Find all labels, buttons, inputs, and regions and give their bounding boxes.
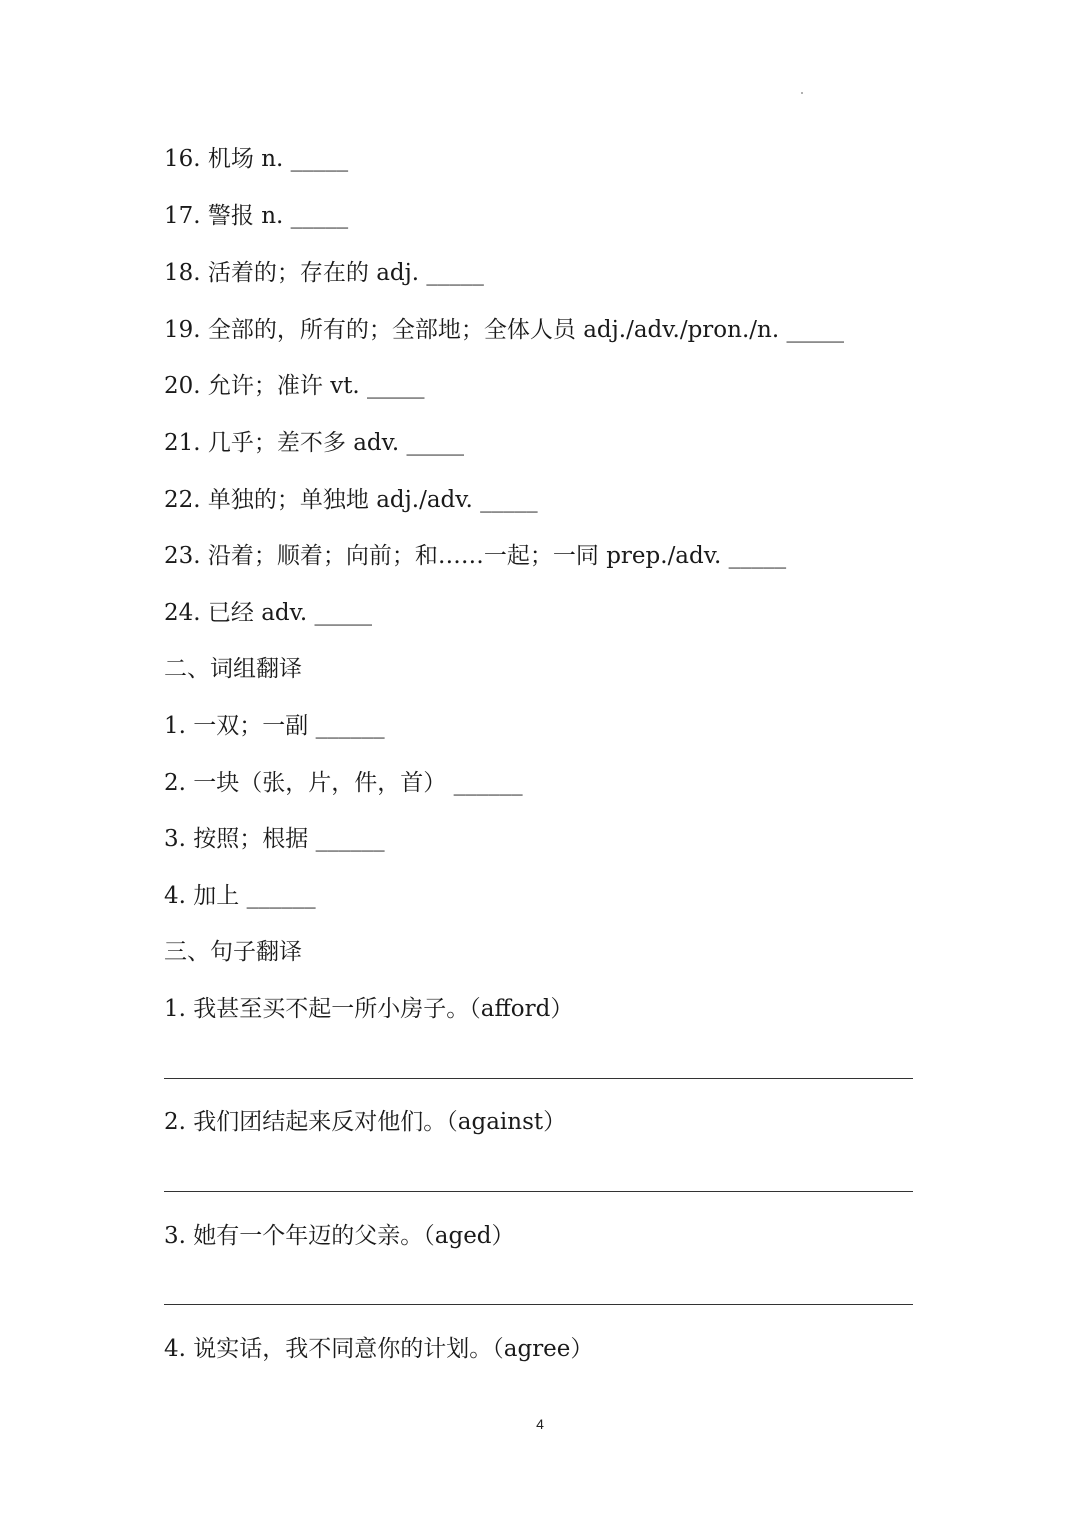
- vocab-item-17: 17. 警报 n. _____: [164, 203, 349, 229]
- sentence-item-3: 3. 她有一个年迈的父亲。（aged）: [164, 1223, 515, 1249]
- vocab-item-22: 22. 单独的；单独地 adj./adv. _____: [164, 487, 538, 513]
- vocab-item-18: 18. 活着的；存在的 adj. _____: [164, 260, 484, 286]
- vocab-item-21: 21. 几乎；差不多 adv. _____: [164, 430, 465, 456]
- phrase-item-1: 1. 一双；一副 ______: [164, 713, 385, 739]
- section-heading-phrases: 二、词组翻译: [164, 656, 302, 682]
- vocab-item-20: 20. 允许；准许 vt. _____: [164, 373, 425, 399]
- vocab-item-23: 23. 沿着；顺着；向前；和……一起；一同 prep./adv. _____: [164, 543, 787, 569]
- answer-line-2[interactable]: [164, 1191, 913, 1192]
- page-number: 4: [536, 1416, 544, 1432]
- vocab-item-16: 16. 机场 n. _____: [164, 146, 349, 172]
- section-heading-sentences: 三、句子翻译: [164, 939, 302, 965]
- phrase-item-3: 3. 按照；根据 ______: [164, 826, 385, 852]
- sentence-item-4: 4. 说实话，我不同意你的计划。（agree）: [164, 1336, 594, 1362]
- sentence-item-1: 1. 我甚至买不起一所小房子。（afford）: [164, 996, 574, 1022]
- vocab-item-24: 24. 已经 adv. _____: [164, 600, 373, 626]
- vocab-item-19: 19. 全部的，所有的；全部地；全体人员 adj./adv./pron./n. _____: [164, 317, 844, 343]
- sentence-item-2: 2. 我们团结起来反对他们。（against）: [164, 1109, 567, 1135]
- answer-line-1[interactable]: [164, 1078, 913, 1079]
- phrase-item-2: 2. 一块（张，片，件，首） ______: [164, 770, 523, 796]
- phrase-item-4: 4. 加上 ______: [164, 883, 316, 909]
- scan-speck: [801, 92, 803, 94]
- answer-line-3[interactable]: [164, 1304, 913, 1305]
